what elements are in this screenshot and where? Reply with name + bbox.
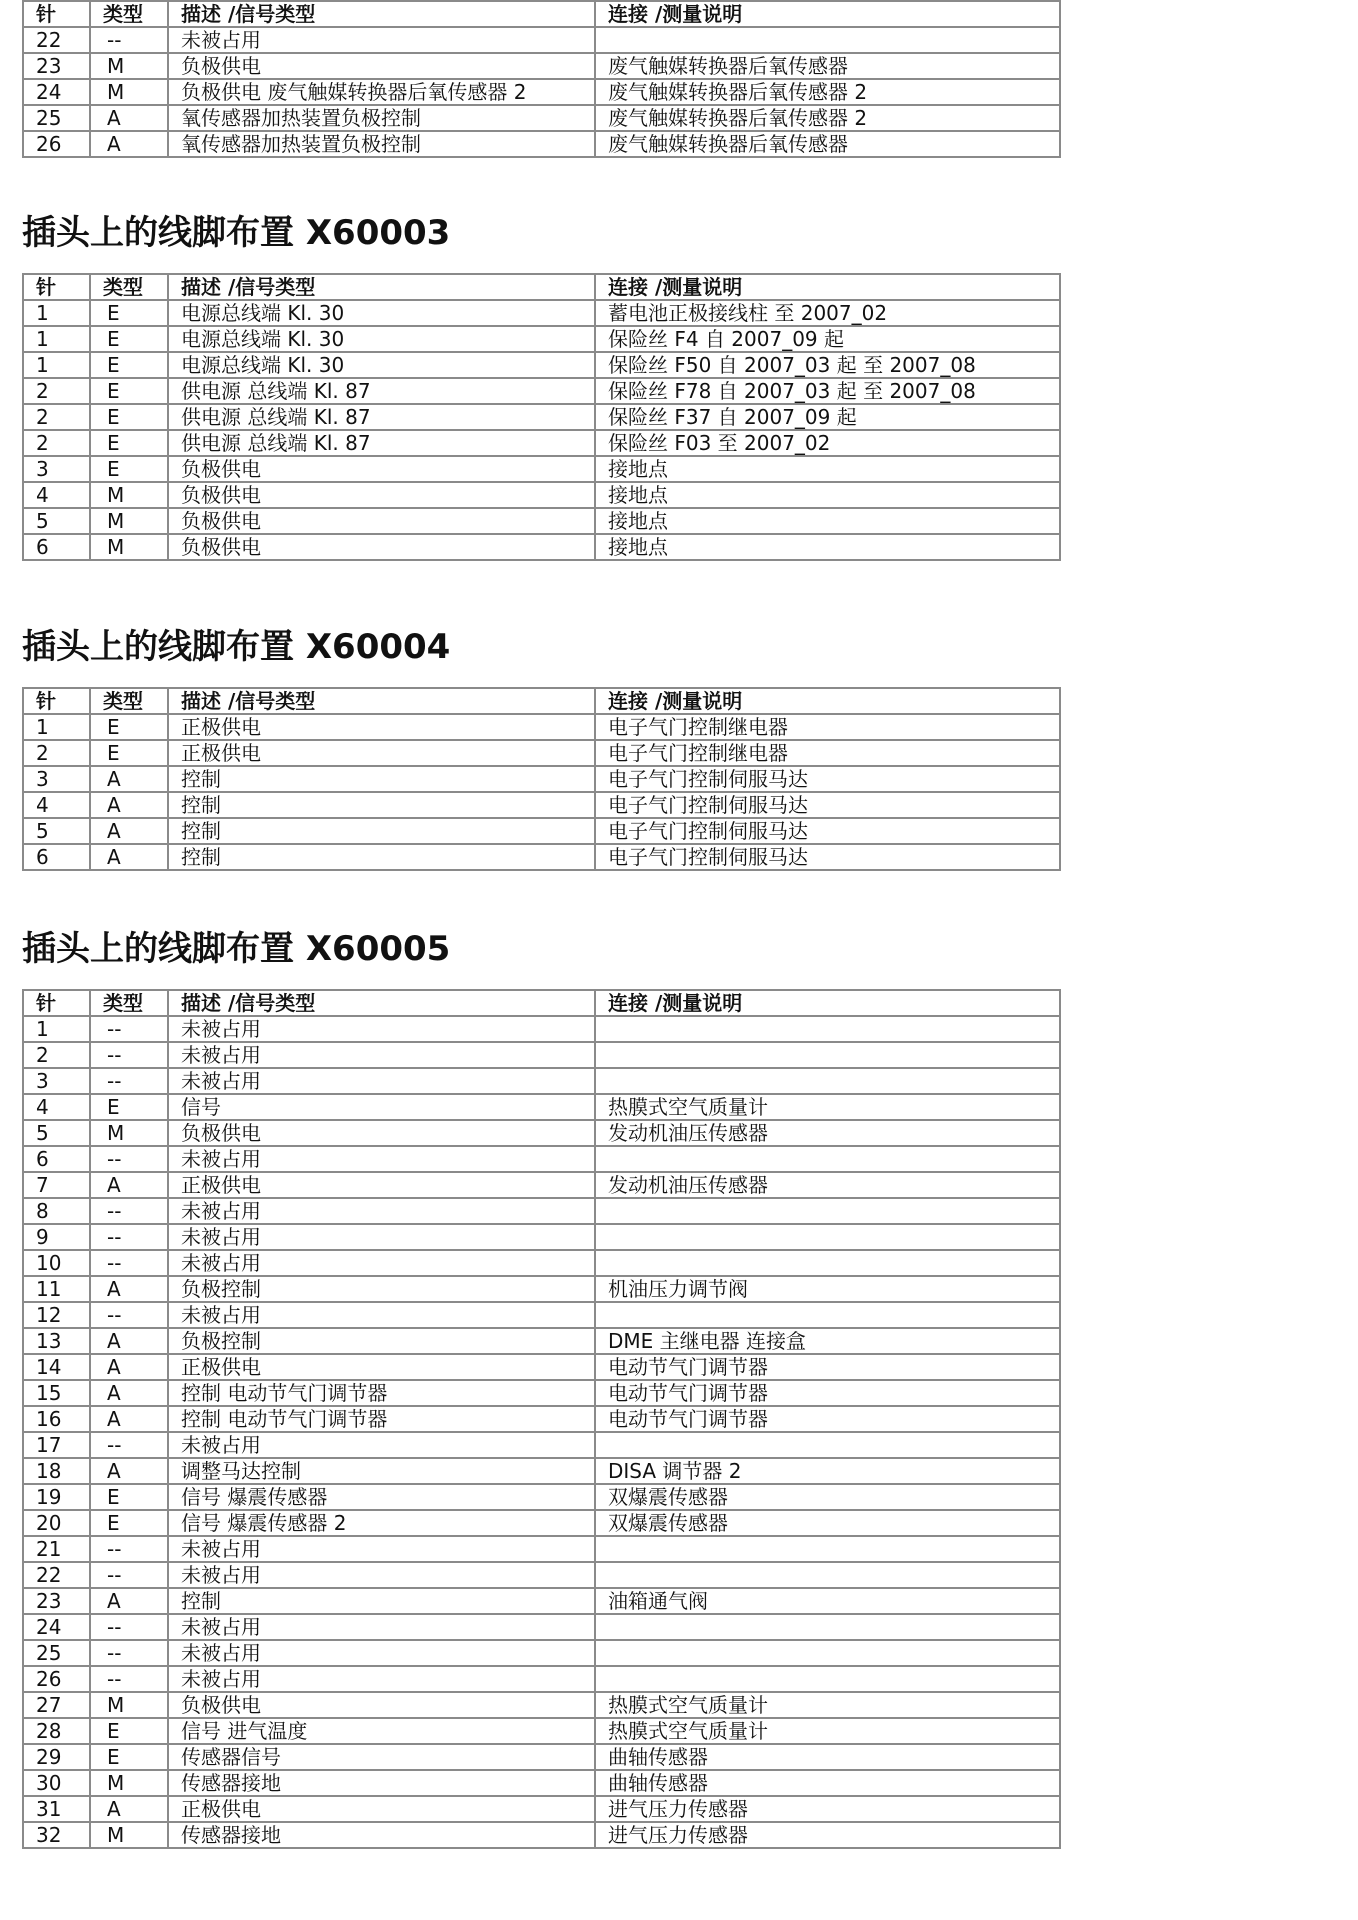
description-cell: 负极供电 (168, 508, 595, 534)
connection-cell: 发动机油压传感器 (595, 1120, 1060, 1146)
table-row (23, 1718, 1060, 1744)
section-title-x60004: 插头上的线脚布置 X60004 (22, 627, 451, 667)
description-cell: 正极供电 (168, 1354, 595, 1380)
pin-cell: 6 (23, 1146, 90, 1172)
type-cell: -- (90, 1146, 168, 1172)
description-cell: 未被占用 (168, 1146, 595, 1172)
description-cell: 未被占用 (168, 1614, 595, 1640)
type-cell: E (90, 404, 168, 430)
connection-cell (595, 1198, 1060, 1224)
type-cell: E (90, 714, 168, 740)
description-cell: 负极控制 (168, 1328, 595, 1354)
header-type: 类型 (90, 274, 168, 300)
connection-cell: 电子气门控制继电器 (595, 740, 1060, 766)
connection-cell: DISA 调节器 2 (595, 1458, 1060, 1484)
pin-cell: 21 (23, 1536, 90, 1562)
description-cell: 未被占用 (168, 1562, 595, 1588)
pin-cell: 2 (23, 1042, 90, 1068)
pin-cell: 12 (23, 1302, 90, 1328)
table-row (23, 1692, 1060, 1718)
connection-cell (595, 1562, 1060, 1588)
type-cell: -- (90, 1068, 168, 1094)
type-cell: -- (90, 1640, 168, 1666)
pin-table-continued (22, 0, 1061, 158)
header-type: 类型 (90, 1, 168, 27)
description-cell: 供电源 总线端 Kl. 87 (168, 378, 595, 404)
pin-cell: 26 (23, 1666, 90, 1692)
type-cell: A (90, 1380, 168, 1406)
pin-cell: 27 (23, 1692, 90, 1718)
table-row (23, 1666, 1060, 1692)
description-cell: 负极供电 (168, 534, 595, 560)
table-header-row (23, 990, 1060, 1016)
header-pin: 针 (23, 274, 90, 300)
type-cell: E (90, 740, 168, 766)
type-cell: E (90, 430, 168, 456)
table-row (23, 1770, 1060, 1796)
pin-cell: 2 (23, 378, 90, 404)
connection-cell: 双爆震传感器 (595, 1484, 1060, 1510)
table-row (23, 300, 1060, 326)
connection-cell: 曲轴传感器 (595, 1744, 1060, 1770)
connection-cell: 保险丝 F50 自 2007_03 起 至 2007_08 (595, 352, 1060, 378)
type-cell: E (90, 1744, 168, 1770)
connection-cell: 进气压力传感器 (595, 1796, 1060, 1822)
connection-cell: 保险丝 F03 至 2007_02 (595, 430, 1060, 456)
table-row (23, 352, 1060, 378)
connection-cell: 废气触媒转换器后氧传感器 2 (595, 105, 1060, 131)
type-cell: M (90, 1822, 168, 1848)
description-cell: 供电源 总线端 Kl. 87 (168, 404, 595, 430)
description-cell: 传感器接地 (168, 1822, 595, 1848)
table-row (23, 1458, 1060, 1484)
table-row (23, 1432, 1060, 1458)
pin-cell: 17 (23, 1432, 90, 1458)
description-cell: 调整马达控制 (168, 1458, 595, 1484)
connection-cell: 电子气门控制伺服马达 (595, 844, 1060, 870)
type-cell: E (90, 300, 168, 326)
connection-cell (595, 1068, 1060, 1094)
table-row (23, 1536, 1060, 1562)
description-cell: 负极供电 (168, 482, 595, 508)
pin-cell: 11 (23, 1276, 90, 1302)
pin-table-x60004 (22, 687, 1061, 871)
type-cell: A (90, 1588, 168, 1614)
type-cell: -- (90, 1432, 168, 1458)
type-cell: A (90, 1172, 168, 1198)
table-row (23, 1380, 1060, 1406)
type-cell: A (90, 105, 168, 131)
header-description: 描述 /信号类型 (168, 688, 595, 714)
description-cell: 控制 (168, 766, 595, 792)
pin-cell: 25 (23, 105, 90, 131)
type-cell: A (90, 1406, 168, 1432)
table-row (23, 1484, 1060, 1510)
table-row (23, 1588, 1060, 1614)
header-connection: 连接 /测量说明 (595, 990, 1060, 1016)
type-cell: E (90, 1094, 168, 1120)
table-row (23, 1172, 1060, 1198)
pin-cell: 4 (23, 1094, 90, 1120)
table-row (23, 105, 1060, 131)
type-cell: -- (90, 27, 168, 53)
type-cell: E (90, 352, 168, 378)
description-cell: 未被占用 (168, 1042, 595, 1068)
pin-cell: 1 (23, 352, 90, 378)
connection-cell: 保险丝 F78 自 2007_03 起 至 2007_08 (595, 378, 1060, 404)
connection-cell (595, 1224, 1060, 1250)
pin-cell: 13 (23, 1328, 90, 1354)
description-cell: 未被占用 (168, 27, 595, 53)
description-cell: 正极供电 (168, 1796, 595, 1822)
description-cell: 电源总线端 Kl. 30 (168, 326, 595, 352)
description-cell: 控制 (168, 844, 595, 870)
pin-cell: 5 (23, 508, 90, 534)
pin-cell: 23 (23, 53, 90, 79)
connection-cell: 发动机油压传感器 (595, 1172, 1060, 1198)
table-row (23, 1510, 1060, 1536)
pin-cell: 2 (23, 740, 90, 766)
table-row (23, 1406, 1060, 1432)
table-row (23, 53, 1060, 79)
connection-cell (595, 1016, 1060, 1042)
header-type: 类型 (90, 688, 168, 714)
table-row (23, 792, 1060, 818)
description-cell: 正极供电 (168, 740, 595, 766)
type-cell: M (90, 53, 168, 79)
table-row (23, 844, 1060, 870)
pin-cell: 6 (23, 534, 90, 560)
connection-cell: 电子气门控制伺服马达 (595, 818, 1060, 844)
pin-cell: 9 (23, 1224, 90, 1250)
pin-cell: 4 (23, 792, 90, 818)
description-cell: 传感器信号 (168, 1744, 595, 1770)
type-cell: A (90, 766, 168, 792)
connection-cell: 进气压力传感器 (595, 1822, 1060, 1848)
connection-cell: 油箱通气阀 (595, 1588, 1060, 1614)
type-cell: A (90, 1354, 168, 1380)
pin-cell: 16 (23, 1406, 90, 1432)
description-cell: 电源总线端 Kl. 30 (168, 300, 595, 326)
pin-cell: 3 (23, 766, 90, 792)
connection-cell (595, 1666, 1060, 1692)
connection-cell: 热膜式空气质量计 (595, 1718, 1060, 1744)
type-cell: -- (90, 1224, 168, 1250)
pin-cell: 29 (23, 1744, 90, 1770)
pin-cell: 5 (23, 1120, 90, 1146)
table-row (23, 1016, 1060, 1042)
table-row (23, 131, 1060, 157)
header-connection: 连接 /测量说明 (595, 274, 1060, 300)
description-cell: 未被占用 (168, 1016, 595, 1042)
description-cell: 未被占用 (168, 1068, 595, 1094)
table-row (23, 1302, 1060, 1328)
description-cell: 负极供电 (168, 1120, 595, 1146)
pin-cell: 20 (23, 1510, 90, 1536)
type-cell: A (90, 844, 168, 870)
table-row (23, 1250, 1060, 1276)
pin-cell: 31 (23, 1796, 90, 1822)
type-cell: A (90, 131, 168, 157)
table-row (23, 1328, 1060, 1354)
table-row (23, 430, 1060, 456)
type-cell: -- (90, 1250, 168, 1276)
connection-cell: 废气触媒转换器后氧传感器 (595, 131, 1060, 157)
header-description: 描述 /信号类型 (168, 1, 595, 27)
description-cell: 电源总线端 Kl. 30 (168, 352, 595, 378)
table-row (23, 1198, 1060, 1224)
type-cell: E (90, 456, 168, 482)
description-cell: 未被占用 (168, 1640, 595, 1666)
section-title-x60005: 插头上的线脚布置 X60005 (22, 929, 451, 969)
type-cell: -- (90, 1666, 168, 1692)
connection-cell: 电子气门控制伺服马达 (595, 792, 1060, 818)
header-connection: 连接 /测量说明 (595, 688, 1060, 714)
table-row (23, 714, 1060, 740)
table-row (23, 818, 1060, 844)
type-cell: A (90, 1328, 168, 1354)
table-header-row (23, 688, 1060, 714)
description-cell: 传感器接地 (168, 1770, 595, 1796)
type-cell: E (90, 1484, 168, 1510)
type-cell: A (90, 818, 168, 844)
type-cell: A (90, 1276, 168, 1302)
pin-cell: 22 (23, 1562, 90, 1588)
table-row (23, 1796, 1060, 1822)
pin-cell: 1 (23, 326, 90, 352)
connection-cell: 保险丝 F4 自 2007_09 起 (595, 326, 1060, 352)
pin-cell: 32 (23, 1822, 90, 1848)
pin-cell: 4 (23, 482, 90, 508)
type-cell: M (90, 1120, 168, 1146)
description-cell: 未被占用 (168, 1250, 595, 1276)
table-row (23, 740, 1060, 766)
type-cell: M (90, 1692, 168, 1718)
type-cell: -- (90, 1016, 168, 1042)
connection-cell: 电动节气门调节器 (595, 1354, 1060, 1380)
connection-cell (595, 1640, 1060, 1666)
table-row (23, 1068, 1060, 1094)
description-cell: 供电源 总线端 Kl. 87 (168, 430, 595, 456)
pin-cell: 15 (23, 1380, 90, 1406)
header-description: 描述 /信号类型 (168, 274, 595, 300)
connection-cell: 电动节气门调节器 (595, 1406, 1060, 1432)
description-cell: 氧传感器加热装置负极控制 (168, 131, 595, 157)
table-row (23, 766, 1060, 792)
description-cell: 负极控制 (168, 1276, 595, 1302)
table-row (23, 1120, 1060, 1146)
connection-cell: 电子气门控制伺服马达 (595, 766, 1060, 792)
description-cell: 未被占用 (168, 1432, 595, 1458)
table-row (23, 482, 1060, 508)
connection-cell: 曲轴传感器 (595, 1770, 1060, 1796)
pin-cell: 30 (23, 1770, 90, 1796)
type-cell: -- (90, 1042, 168, 1068)
connection-cell: 接地点 (595, 508, 1060, 534)
pin-cell: 2 (23, 430, 90, 456)
pin-cell: 1 (23, 300, 90, 326)
description-cell: 控制 (168, 1588, 595, 1614)
pin-cell: 26 (23, 131, 90, 157)
pin-cell: 22 (23, 27, 90, 53)
connection-cell: 热膜式空气质量计 (595, 1692, 1060, 1718)
connection-cell (595, 1432, 1060, 1458)
table-row (23, 1224, 1060, 1250)
connection-cell: 热膜式空气质量计 (595, 1094, 1060, 1120)
table-row (23, 1354, 1060, 1380)
pin-cell: 2 (23, 404, 90, 430)
type-cell: A (90, 1458, 168, 1484)
description-cell: 正极供电 (168, 1172, 595, 1198)
section-title-x60003: 插头上的线脚布置 X60003 (22, 213, 451, 253)
table-row (23, 1042, 1060, 1068)
table-row (23, 456, 1060, 482)
connection-cell: 双爆震传感器 (595, 1510, 1060, 1536)
description-cell: 氧传感器加热装置负极控制 (168, 105, 595, 131)
description-cell: 未被占用 (168, 1224, 595, 1250)
table-header-row (23, 274, 1060, 300)
connection-cell: 废气触媒转换器后氧传感器 2 (595, 79, 1060, 105)
connection-cell (595, 1146, 1060, 1172)
type-cell: -- (90, 1198, 168, 1224)
type-cell: M (90, 482, 168, 508)
pin-cell: 14 (23, 1354, 90, 1380)
type-cell: M (90, 534, 168, 560)
pin-cell: 10 (23, 1250, 90, 1276)
type-cell: -- (90, 1536, 168, 1562)
pin-table-x60005 (22, 989, 1061, 1849)
connection-cell: 废气触媒转换器后氧传感器 (595, 53, 1060, 79)
description-cell: 信号 进气温度 (168, 1718, 595, 1744)
description-cell: 负极供电 (168, 456, 595, 482)
pin-cell: 1 (23, 714, 90, 740)
description-cell: 未被占用 (168, 1198, 595, 1224)
pin-cell: 3 (23, 456, 90, 482)
connection-cell (595, 1250, 1060, 1276)
header-pin: 针 (23, 1, 90, 27)
description-cell: 未被占用 (168, 1302, 595, 1328)
table-row (23, 534, 1060, 560)
pin-cell: 24 (23, 1614, 90, 1640)
description-cell: 负极供电 (168, 1692, 595, 1718)
pin-cell: 1 (23, 1016, 90, 1042)
description-cell: 信号 爆震传感器 2 (168, 1510, 595, 1536)
table-row (23, 1094, 1060, 1120)
table-row (23, 27, 1060, 53)
connection-cell (595, 1302, 1060, 1328)
pin-cell: 23 (23, 1588, 90, 1614)
type-cell: M (90, 1770, 168, 1796)
pin-cell: 5 (23, 818, 90, 844)
pin-cell: 8 (23, 1198, 90, 1224)
table-row (23, 1614, 1060, 1640)
connection-cell: DME 主继电器 连接盒 (595, 1328, 1060, 1354)
connection-cell: 蓄电池正极接线柱 至 2007_02 (595, 300, 1060, 326)
description-cell: 负极供电 (168, 53, 595, 79)
table-row (23, 1822, 1060, 1848)
pin-cell: 25 (23, 1640, 90, 1666)
description-cell: 未被占用 (168, 1666, 595, 1692)
header-pin: 针 (23, 990, 90, 1016)
pin-cell: 6 (23, 844, 90, 870)
type-cell: E (90, 1718, 168, 1744)
table-row (23, 378, 1060, 404)
table-row (23, 79, 1060, 105)
table-row (23, 508, 1060, 534)
pin-table-x60003 (22, 273, 1061, 561)
header-type: 类型 (90, 990, 168, 1016)
description-cell: 正极供电 (168, 714, 595, 740)
description-cell: 信号 (168, 1094, 595, 1120)
connection-cell (595, 1042, 1060, 1068)
description-cell: 控制 (168, 792, 595, 818)
header-pin: 针 (23, 688, 90, 714)
header-connection: 连接 /测量说明 (595, 1, 1060, 27)
connection-cell (595, 1536, 1060, 1562)
pin-cell: 24 (23, 79, 90, 105)
description-cell: 控制 电动节气门调节器 (168, 1380, 595, 1406)
table-row (23, 1640, 1060, 1666)
connection-cell: 接地点 (595, 456, 1060, 482)
connection-cell: 机油压力调节阀 (595, 1276, 1060, 1302)
description-cell: 控制 (168, 818, 595, 844)
pin-cell: 3 (23, 1068, 90, 1094)
description-cell: 未被占用 (168, 1536, 595, 1562)
type-cell: A (90, 1796, 168, 1822)
connection-cell: 接地点 (595, 482, 1060, 508)
type-cell: E (90, 326, 168, 352)
pin-cell: 19 (23, 1484, 90, 1510)
type-cell: -- (90, 1302, 168, 1328)
type-cell: A (90, 792, 168, 818)
description-cell: 信号 爆震传感器 (168, 1484, 595, 1510)
type-cell: E (90, 1510, 168, 1536)
pin-cell: 18 (23, 1458, 90, 1484)
header-description: 描述 /信号类型 (168, 990, 595, 1016)
connection-cell: 保险丝 F37 自 2007_09 起 (595, 404, 1060, 430)
description-cell: 负极供电 废气触媒转换器后氧传感器 2 (168, 79, 595, 105)
type-cell: E (90, 378, 168, 404)
connection-cell: 接地点 (595, 534, 1060, 560)
connection-cell: 电动节气门调节器 (595, 1380, 1060, 1406)
table-header-row (23, 1, 1060, 27)
connection-cell (595, 1614, 1060, 1640)
table-row (23, 1276, 1060, 1302)
table-row (23, 1744, 1060, 1770)
table-row (23, 326, 1060, 352)
type-cell: M (90, 508, 168, 534)
pin-cell: 7 (23, 1172, 90, 1198)
connection-cell: 电子气门控制继电器 (595, 714, 1060, 740)
description-cell: 控制 电动节气门调节器 (168, 1406, 595, 1432)
pin-cell: 28 (23, 1718, 90, 1744)
table-row (23, 404, 1060, 430)
table-row (23, 1146, 1060, 1172)
type-cell: -- (90, 1614, 168, 1640)
connection-cell (595, 27, 1060, 53)
type-cell: M (90, 79, 168, 105)
table-row (23, 1562, 1060, 1588)
type-cell: -- (90, 1562, 168, 1588)
